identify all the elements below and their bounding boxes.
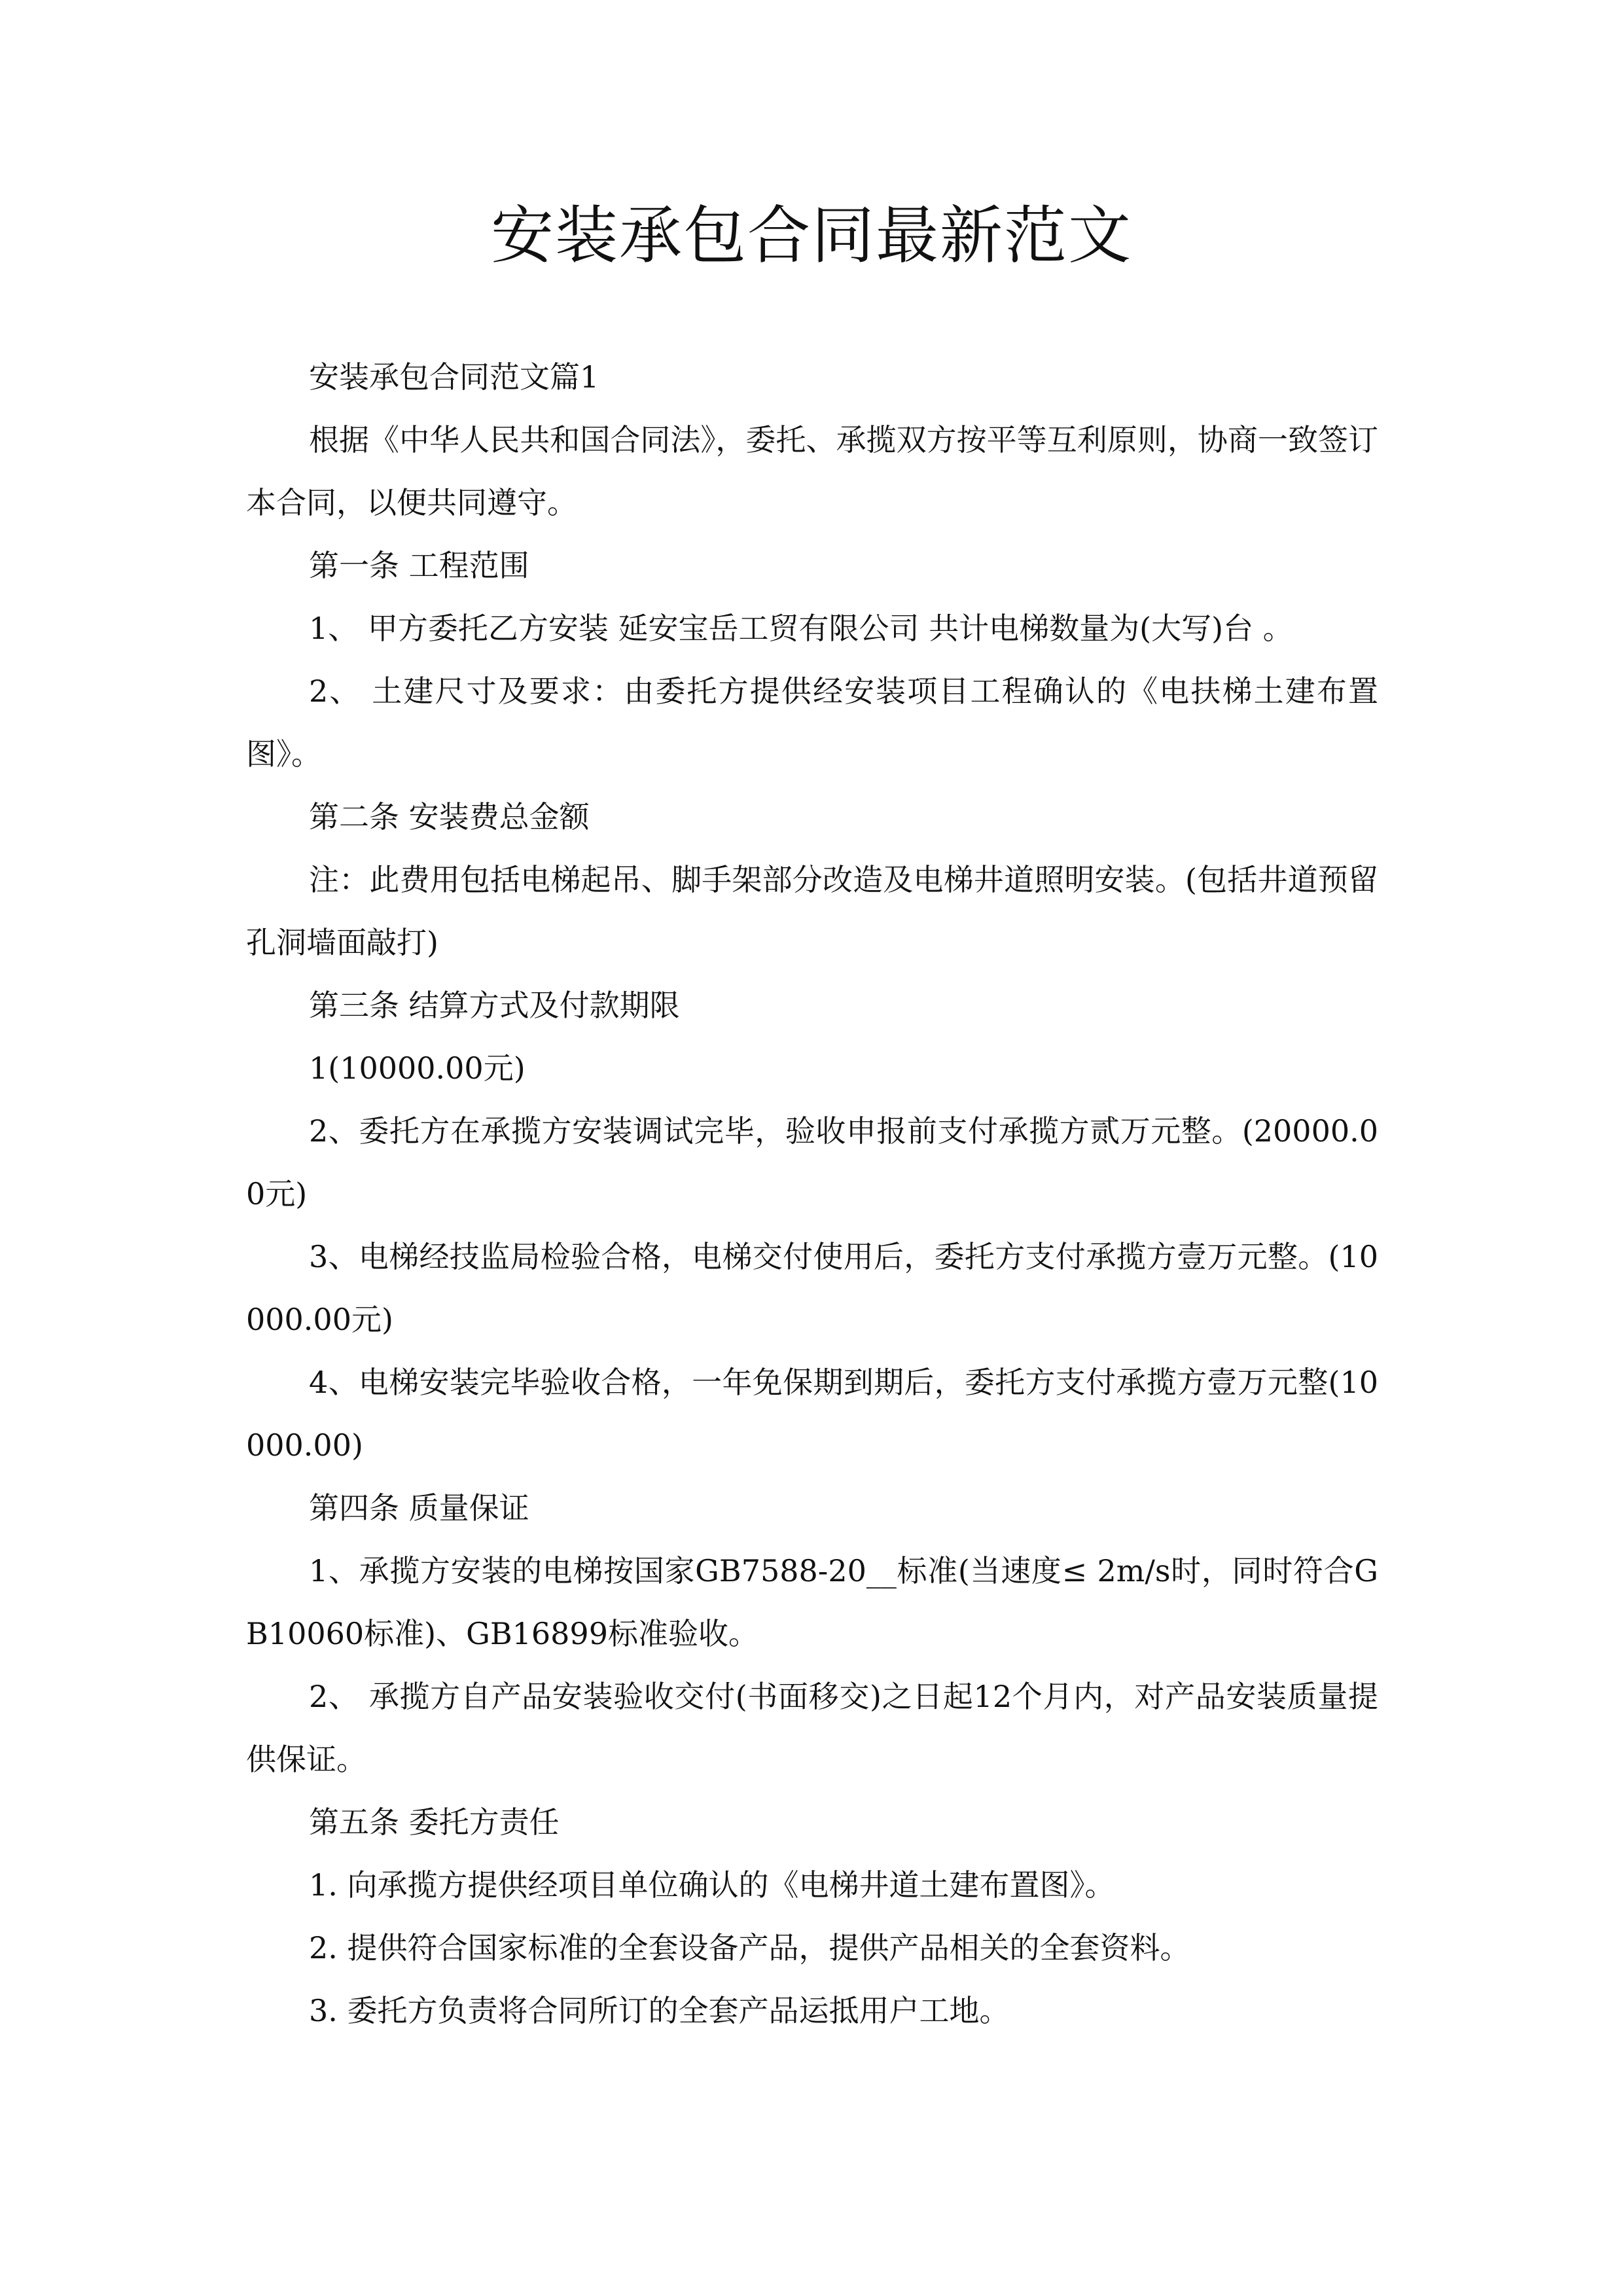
paragraph: 2、委托方在承揽方安装调试完毕，验收申报前支付承揽方贰万元整。(20000.00元) (246, 1113, 1378, 1211)
paragraph: 1. 向承揽方提供经项目单位确认的《电梯井道土建布置图》。 (309, 1867, 1115, 1903)
article-heading: 第一条 工程范围 (309, 548, 529, 583)
paragraph: 2、 承揽方自产品安装验收交付(书面移交)之日起12个月内，对产品安装质量提供保证。 (246, 1679, 1378, 1777)
paragraph: 1(10000.00元) (309, 1050, 526, 1086)
article-heading: 第五条 委托方责任 (309, 1804, 560, 1840)
paragraph: 根据《中华人民共和国合同法》，委托、承揽双方按平等互利原则，协商一致签订本合同，以便共同遵守。 (246, 422, 1378, 520)
paragraph: 1、承揽方安装的电梯按国家GB7588-20__标准(当速度≤ 2m/s时，同时符合GB10060标准)、GB16899标准验收。 (246, 1553, 1378, 1651)
article-heading: 第三条 结算方式及付款期限 (309, 988, 680, 1023)
paragraph: 1、 甲方委托乙方安装 延安宝岳工贸有限公司 共计电梯数量为(大写)台 。 (309, 611, 1293, 646)
document-body (246, 346, 1378, 2042)
paragraph: 2. 提供符合国家标准的全套设备产品，提供产品相关的全套资料。 (309, 1930, 1190, 1965)
paragraph: 4、电梯安装完毕验收合格，一年免保期到期后，委托方支付承揽方壹万元整(10000.00) (246, 1365, 1378, 1463)
paragraph: 3、电梯经技监局检验合格，电梯交付使用后，委托方支付承揽方壹万元整。(10000.00元) (246, 1239, 1378, 1337)
document-title: 安装承包合同最新范文 (491, 199, 1132, 272)
paragraph: 3. 委托方负责将合同所订的全套产品运抵用户工地。 (309, 1993, 1010, 2028)
section-heading: 安装承包合同范文篇1 (309, 359, 599, 395)
article-heading: 第二条 安装费总金额 (309, 799, 590, 834)
paragraph: 注：此费用包括电梯起吊、脚手架部分改造及电梯井道照明安装。(包括井道预留孔洞墙面敲打) (246, 862, 1378, 960)
article-heading: 第四条 质量保证 (309, 1490, 529, 1526)
paragraph: 2、 土建尺寸及要求：由委托方提供经安装项目工程确认的《电扶梯土建布置图》。 (246, 673, 1378, 772)
